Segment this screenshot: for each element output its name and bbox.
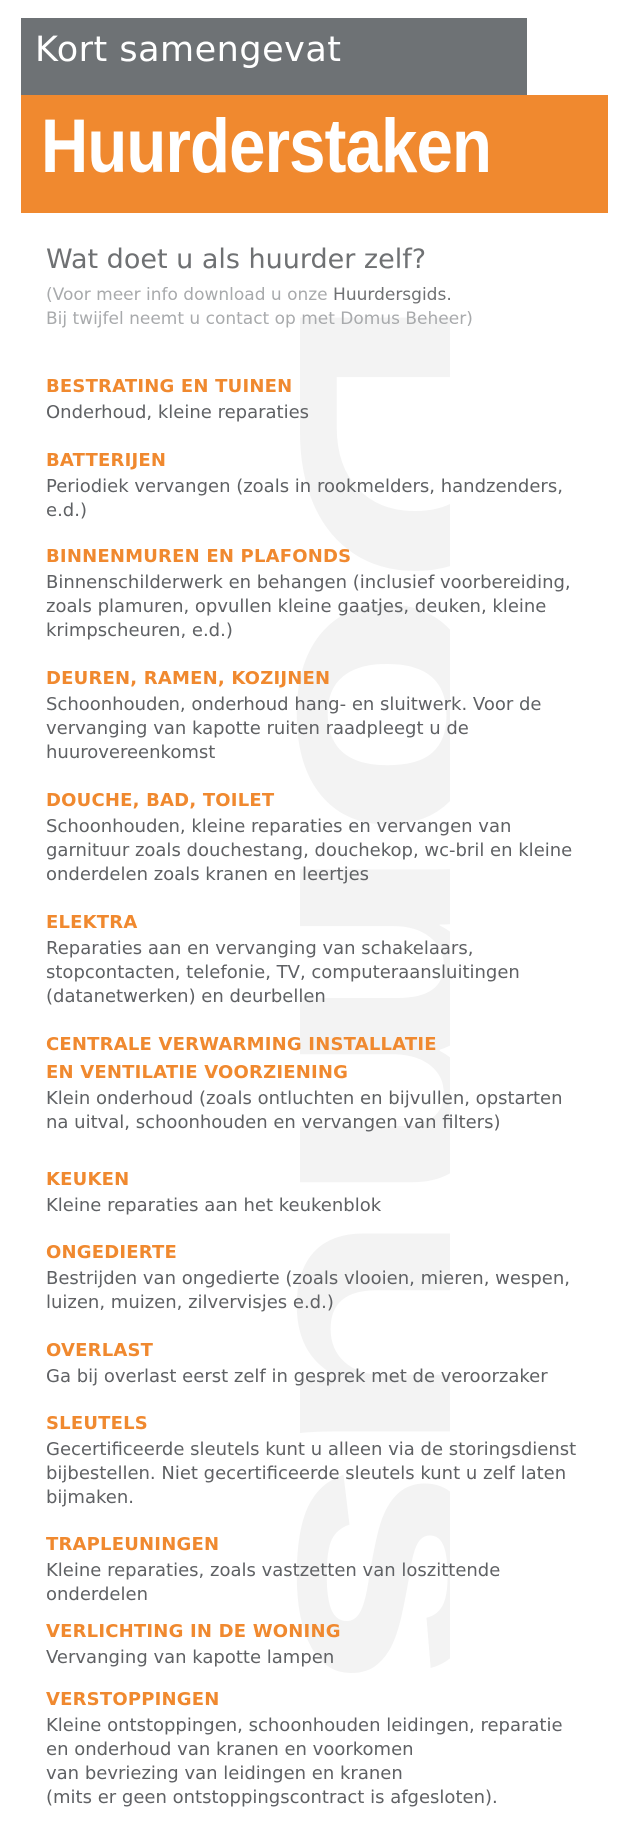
- section-body-line: en onderhoud van kranen en voorkomen: [46, 1739, 414, 1760]
- task-section: [46, 1410, 586, 1510]
- section-body-line: (datanetwerken) en deurbellen: [46, 986, 326, 1007]
- section-body-line: Kleine ontstoppingen, schoonhouden leidingen, reparatie: [46, 1715, 563, 1736]
- section-body-line: Reparaties aan en vervanging van schakelaars,: [46, 938, 474, 959]
- task-section: [46, 665, 586, 765]
- task-section: [46, 787, 586, 887]
- section-body-line: Schoonhouden, onderhoud hang- en sluitwerk. Voor de: [46, 694, 542, 715]
- section-body-line: bijmaken.: [46, 1487, 134, 1508]
- section-body-line: garnituur zoals douchestang, douchekop, wc-bril en kleine: [46, 840, 573, 861]
- section-heading: BESTRATING EN TUINEN: [46, 376, 293, 397]
- summary-band: [21, 18, 527, 95]
- section-body-line: Kleine reparaties, zoals vastzetten van loszittende: [46, 1560, 501, 1581]
- task-section: [46, 543, 586, 643]
- section-heading: BATTERIJEN: [46, 450, 167, 471]
- section-heading: KEUKEN: [46, 1169, 130, 1190]
- page-title: Huurderstaken: [41, 104, 492, 189]
- task-section: [46, 373, 586, 425]
- section-body-line: Gecertificeerde sleutels kunt u alleen via de storingsdienst: [46, 1439, 577, 1460]
- intro-question: Wat doet u als huurder zelf?: [46, 244, 427, 275]
- task-section: [46, 1031, 586, 1135]
- section-body-line: Kleine reparaties aan het keukenblok: [46, 1195, 382, 1216]
- intro-note: [46, 283, 586, 331]
- section-body-line: Binnenschilderwerk en behangen (inclusief voorbereiding,: [46, 572, 571, 593]
- task-section: [46, 1686, 586, 1810]
- intro-note-line2: Bij twijfel neemt u contact op met Domus Beheer): [46, 309, 473, 329]
- section-body-line: huurovereenkomst: [46, 742, 216, 763]
- section-body-line: Bestrijden van ongedierte (zoals vlooien, mieren, wespen,: [46, 1268, 570, 1289]
- section-heading: TRAPLEUNINGEN: [46, 1534, 220, 1555]
- section-body-line: zoals plamuren, opvullen kleine gaatjes, deuken, kleine: [46, 596, 547, 617]
- task-section: [46, 1166, 586, 1218]
- section-body-line: Ga bij overlast eerst zelf in gesprek met de veroorzaker: [46, 1366, 548, 1387]
- section-heading: DEUREN, RAMEN, KOZIJNEN: [46, 668, 331, 689]
- section-heading: VERLICHTING IN DE WONING: [46, 1621, 341, 1642]
- section-heading: OVERLAST: [46, 1340, 154, 1361]
- section-body-line: onderdelen: [46, 1584, 148, 1605]
- section-body-line: bijbestellen. Niet gecertificeerde sleutels kunt u zelf laten: [46, 1463, 567, 1484]
- intro: [46, 244, 586, 331]
- section-body-line: Periodiek vervangen (zoals in rookmelders, handzenders,: [46, 476, 563, 497]
- title-band: [21, 95, 608, 213]
- task-section: [46, 1618, 586, 1670]
- section-body-line: van bevriezing van leidingen en kranen: [46, 1763, 403, 1784]
- task-section: [46, 1239, 586, 1315]
- section-body-line: na uitval, schoonhouden en vervangen van filters): [46, 1112, 501, 1133]
- section-heading: CENTRALE VERWARMING INSTALLATIE: [46, 1034, 437, 1055]
- task-section: [46, 909, 586, 1009]
- section-heading: ONGEDIERTE: [46, 1242, 177, 1263]
- section-body-line: Vervanging van kapotte lampen: [46, 1647, 335, 1668]
- section-body-line: (mits er geen ontstoppingscontract is afgesloten).: [46, 1787, 498, 1808]
- intro-note-prefix: (Voor meer info download u onze: [46, 285, 334, 305]
- huurdersgids-link[interactable]: Huurdersgids.: [333, 285, 452, 305]
- section-body-line: Klein onderhoud (zoals ontluchten en bijvullen, opstarten: [46, 1088, 563, 1109]
- watermark-text: Domus: [230, 290, 450, 1409]
- section-heading: BINNENMUREN EN PLAFONDS: [46, 546, 352, 567]
- section-heading: DOUCHE, BAD, TOILET: [46, 790, 275, 811]
- section-heading: EN VENTILATIE VOORZIENING: [46, 1062, 349, 1083]
- section-body-line: Onderhoud, kleine reparaties: [46, 402, 310, 423]
- task-section: [46, 1337, 586, 1389]
- section-heading: VERSTOPPINGEN: [46, 1689, 220, 1710]
- section-heading: SLEUTELS: [46, 1413, 148, 1434]
- task-section: [46, 447, 586, 523]
- task-section: [46, 1531, 586, 1607]
- section-body-line: onderdelen zoals kranen en leertjes: [46, 864, 370, 885]
- section-body-line: e.d.): [46, 500, 87, 521]
- section-body-line: krimpscheuren, e.d.): [46, 620, 233, 641]
- section-body-line: Schoonhouden, kleine reparaties en vervangen van: [46, 816, 512, 837]
- section-body-line: vervanging van kapotte ruiten raadpleegt u de: [46, 718, 469, 739]
- section-heading: ELEKTRA: [46, 912, 138, 933]
- section-body-line: stopcontacten, telefonie, TV, computeraansluitingen: [46, 962, 520, 983]
- section-body-line: luizen, muizen, zilvervisjes e.d.): [46, 1292, 334, 1313]
- summary-label: Kort samengevat: [35, 30, 342, 70]
